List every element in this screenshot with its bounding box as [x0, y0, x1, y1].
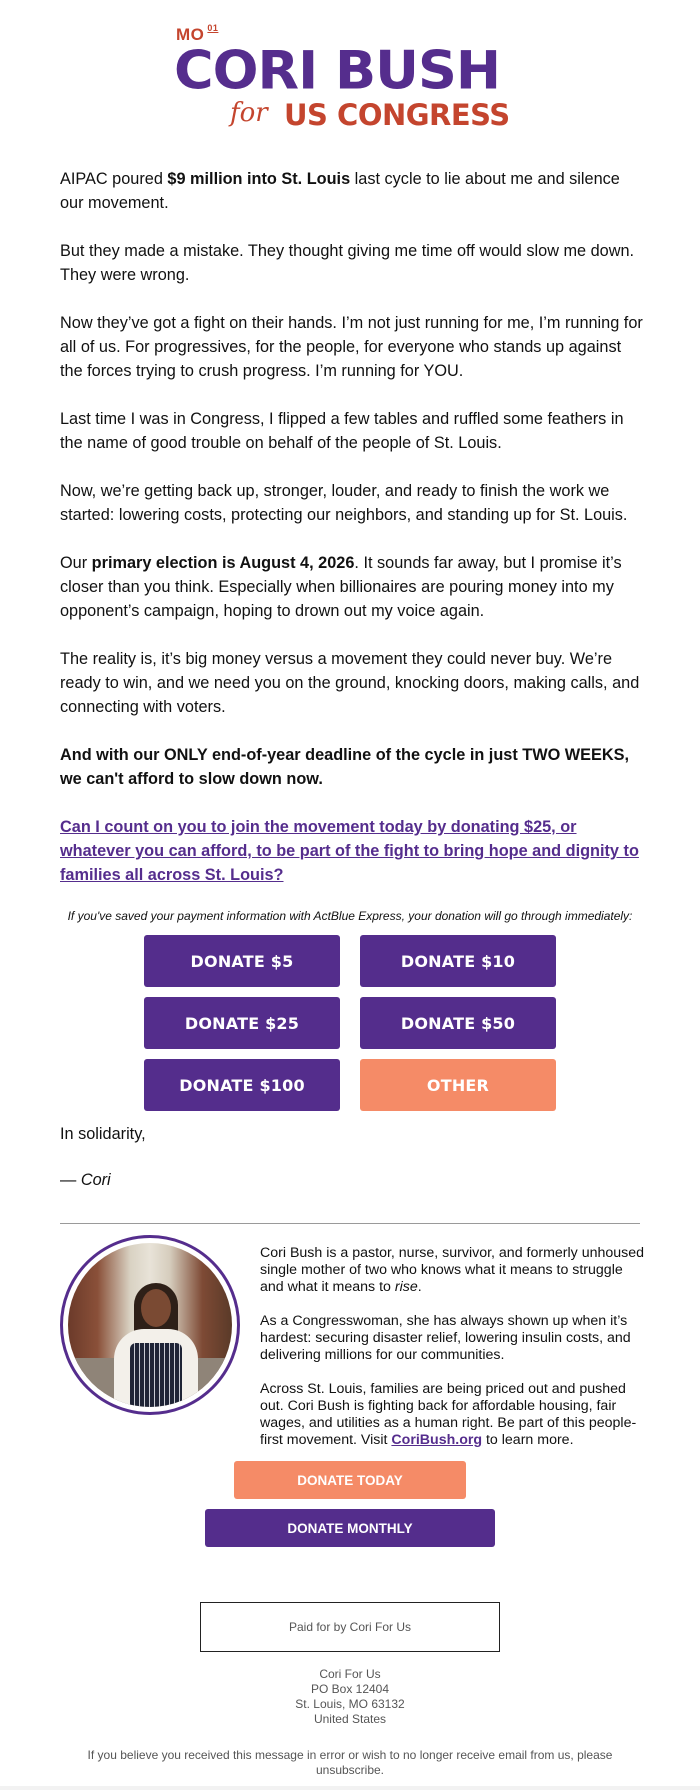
unsubscribe-notice[interactable]: If you believe you received this message in error or wish to no longer receive email from us, please unsubscribe. [87, 1748, 613, 1777]
district-label: MO $^{01}$ [176, 23, 219, 44]
donate-monthly-button[interactable]: DONATE MONTHLY [205, 1509, 495, 1547]
portrait-photo [68, 1243, 232, 1407]
address-line: United States [313, 1712, 387, 1726]
actblue-express-note: If you've saved your payment information with ActBlue Express, your donation will go through immediately: [67, 909, 633, 923]
donate-other-button[interactable]: OTHER [360, 1059, 556, 1111]
bottom-band [0, 1786, 700, 1790]
address-line: PO Box 12404 [310, 1682, 390, 1696]
campaign-logo [174, 22, 526, 134]
closing: In solidarity, [60, 1125, 146, 1143]
address-line: St. Louis, MO 63132 [295, 1697, 405, 1711]
logo-for-script: for [230, 98, 268, 128]
section-divider [60, 1223, 640, 1224]
paragraph-congress: Last time I was in Congress, I flipped a few tables and ruffled some feathers in the name of good trouble on behalf of the people of St. Louis. [60, 410, 624, 452]
donate-100-button[interactable]: DONATE $100 [144, 1059, 340, 1111]
paragraph-fight: Now they’ve got a fight on their hands. I’m not just running for me, I’m running for all of us. For progressives, for the people, for everyone who stands up against the forces trying to crush progress. I’m running for YOU. [60, 314, 643, 380]
paragraph-deadline: And with our ONLY end-of-year deadline of the cycle in just TWO WEEKS, we can't afford to slow down now. [60, 746, 630, 788]
paragraph-reality: The reality is, it’s big money versus a movement they could never buy. We’re ready to win, and we need you on the ground, knocking doors, making calls, and connecting with voters. [60, 650, 640, 716]
candidate-bio [260, 1245, 645, 1466]
candidate-portrait [60, 1235, 240, 1415]
donate-ask-link[interactable]: Can I count on you to join the movement today by donating $25, or whatever you can afford, to be part of the fight to bring hope and dignity to families all across St. Louis? [60, 818, 639, 884]
paragraph-mistake: But they made a mistake. They thought giving me time off would slow me down. They were wrong. [60, 242, 635, 284]
logo-office: US CONGRESS [284, 98, 510, 132]
donate-50-button[interactable]: DONATE $50 [360, 997, 556, 1049]
paid-for-disclaimer: Paid for by Cori For Us [200, 1602, 500, 1652]
paragraph-back-up: Now, we’re getting back up, stronger, louder, and ready to finish the work we started: lowering costs, protecting our neighbors, and standing up for St. Louis. [60, 482, 628, 524]
mailing-address [0, 1667, 700, 1727]
donate-25-button[interactable]: DONATE $25 [144, 997, 340, 1049]
bio-paragraph-1: Cori Bush is a pastor, nurse, survivor, and formerly unhoused single mother of two who knows what it means to struggle and what it means to rise. [260, 1245, 645, 1295]
signature: — Cori [60, 1171, 111, 1189]
paragraph-aipac: AIPAC poured $9 million into St. Louis last cycle to lie about me and silence our movement. [60, 170, 620, 212]
paragraph-ask [60, 815, 645, 887]
donate-button-grid [144, 935, 556, 1111]
donate-5-button[interactable]: DONATE $5 [144, 935, 340, 987]
email-body [60, 167, 645, 911]
address-line: Cori For Us [319, 1667, 381, 1681]
bio-paragraph-2: As a Congresswoman, she has always shown up when it’s hardest: securing disaster relief, lowering insulin costs, and delivering millions for our communities. [260, 1313, 631, 1363]
donate-today-button[interactable]: DONATE TODAY [234, 1461, 466, 1499]
donate-10-button[interactable]: DONATE $10 [360, 935, 556, 987]
bio-paragraph-3: Across St. Louis, families are being priced out and pushed out. Cori Bush is fighting back for affordable housing, fair wages, and utilities as a human right. Be part of this people-first movement. Visit CoriBush.org to learn more. [260, 1381, 637, 1448]
candidate-name-logo: CORI BUSH [174, 39, 501, 102]
coribush-website-link[interactable]: CoriBush.org [391, 1432, 483, 1448]
paragraph-primary: Our primary election is August 4, 2026. It sounds far away, but I promise it’s closer than you think. Especially when billionaires are pouring money into my opponent’s campaign, hoping to drown out my voice again. [60, 554, 622, 620]
